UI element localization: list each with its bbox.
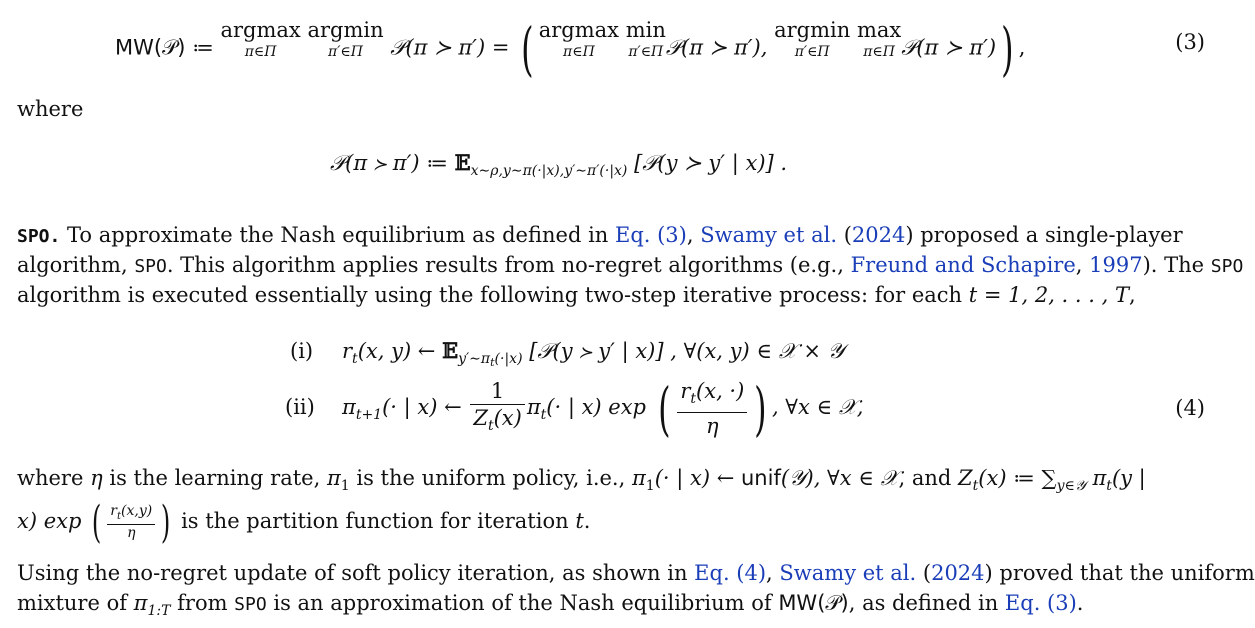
para1-text-2: ,	[686, 223, 701, 247]
eq4-number: (4)	[1175, 396, 1205, 420]
para2-tail: π	[1085, 466, 1107, 490]
para3-mw: MW(𝒫)	[778, 591, 849, 615]
para2-left-paren: (	[91, 496, 102, 548]
eq4-i-lhs: r	[342, 339, 353, 363]
para3-l2-text-5: .	[1076, 591, 1084, 615]
eq4-i-lhs-sub: t	[352, 351, 358, 367]
link-swamy-2[interactable]: Swamy et al.	[779, 561, 917, 585]
para3-line1	[17, 560, 1255, 586]
eq4-i-expectation-sub: y′∼πt(·|x)	[458, 351, 523, 369]
eq3-body3: 𝒫(π ≻ π′)	[901, 35, 997, 60]
para2-pi1: π	[326, 466, 341, 490]
eq3-lhs: MW(𝒫)	[115, 35, 186, 60]
eq4-ii-lhs: π	[342, 395, 356, 419]
para2-text-4: , and	[898, 466, 959, 490]
link-freund[interactable]: Freund and Schapire	[850, 253, 1076, 277]
link-swamy[interactable]: Swamy et al.	[700, 223, 838, 247]
eq4-row-ii	[285, 374, 864, 445]
def-rhs: [𝒫(y ≻ y′ | x)] .	[627, 151, 788, 175]
para2-l2-text-1: is the partition function for iteration	[174, 509, 576, 533]
para2-m1-sub: 1	[645, 478, 655, 494]
link-swamy-year-2[interactable]: 2024	[931, 561, 985, 585]
eq4-row-i	[290, 338, 844, 376]
eq4-i-rhs: [𝒫(y ≻ y′ | x)] , ∀(x, y) ∈ 𝒳 × 𝒴	[522, 339, 845, 363]
para2-right-paren: )	[161, 496, 171, 548]
para2-Z-args: (x) ≔ ∑	[978, 466, 1057, 490]
spo-inline: SPO	[134, 256, 167, 277]
para2-m1-args: (· | x) ←	[654, 466, 741, 490]
para2-text-3: is the uniform policy, i.e.,	[349, 466, 632, 490]
eq4-left-paren: (	[657, 374, 671, 443]
para3-l2-text-1: mixture of	[17, 591, 134, 615]
para2-text-2: is the learning rate,	[102, 466, 327, 490]
para1-text-3: (	[837, 223, 852, 247]
para2-unif: unif	[740, 466, 781, 490]
para2-l2-t: t	[575, 509, 584, 533]
para3-spo: SPO	[234, 594, 267, 615]
para2-fraction: $\frac{r_t(x,y)}{\eta}$	[107, 503, 155, 543]
eq4-ii-label: (ii)	[285, 395, 315, 419]
eq3-argmin: argmin π′∈Π	[307, 18, 384, 60]
where-label: where	[17, 97, 84, 121]
para2-eta: η	[90, 466, 103, 490]
eq4-ii-inner-fraction: $\frac{r_t(x, \cdot)}{\eta}$	[677, 378, 747, 439]
equation-3	[115, 15, 1026, 83]
para1-l3-text-1: algorithm is executed essentially using the following two-step iterative process: for each	[17, 283, 969, 307]
para3-line2	[17, 590, 1083, 624]
eq3-number: (3)	[1175, 30, 1205, 54]
para2-tail-sub: t	[1106, 478, 1112, 494]
para3-text-2: ,	[766, 561, 780, 585]
para2-m1: π	[631, 466, 646, 490]
eq4-ii-lhs-sub: t+1	[355, 407, 383, 423]
equation-def	[330, 150, 787, 184]
eq4-right-paren: )	[754, 374, 767, 443]
def-expectation-sub: x∼ρ,y∼π(·|x),y′∼π′(·|x)	[470, 163, 628, 179]
spo-inline-2: SPO	[1210, 256, 1244, 277]
eq4-ii-mid: π	[526, 395, 541, 419]
eq4-ii-tail: , ∀x ∈ 𝒳,	[771, 395, 864, 419]
para3-text-1: Using the no-regret update of soft policy iteration, as shown in	[17, 561, 695, 585]
link-eq4[interactable]: Eq. (4)	[694, 561, 767, 585]
eq4-ii-lhs-args: (· | x) ←	[382, 395, 469, 419]
spo-heading: SPO.	[17, 226, 61, 247]
para1-l2-text-1: algorithm,	[17, 253, 135, 277]
eq4-i-label: (i)	[290, 339, 314, 363]
eq3-argmax: argmax π∈Π	[220, 18, 301, 60]
eq4-ii-mid-sub: t	[540, 407, 547, 423]
eq3-assign: ≔	[185, 35, 221, 60]
para1-line1	[17, 222, 1183, 250]
eq3-body2: 𝒫(π ≻ π′),	[665, 35, 768, 60]
para1-l3-math: t = 1, 2, . . . , T	[968, 283, 1129, 307]
para2-text-1: where	[17, 466, 91, 490]
para2-l2-m1: x) exp	[17, 509, 82, 533]
eq3-tail: ,	[1018, 35, 1026, 60]
para1-line3	[17, 282, 1136, 308]
eq3-max: max π∈Π	[856, 18, 902, 60]
eq4-ii-mid-args: (· | x) exp	[546, 395, 647, 419]
para2-line2	[17, 496, 590, 546]
para3-text-4: ) proved that the uniform	[984, 561, 1255, 585]
para2-m2: (𝒴), ∀x ∈ 𝒳	[780, 466, 899, 490]
def-lhs: 𝒫(π ≻ π′) ≔	[330, 151, 455, 175]
para3-pi-sub: 1:T	[147, 603, 171, 619]
eq3-right-paren: )	[1001, 15, 1014, 83]
para2-l2-text-2: .	[583, 509, 591, 533]
para3-l2-text-2: from	[170, 591, 235, 615]
para1-text-4: ) proposed a single-player	[905, 223, 1183, 247]
eq3-min: min π′∈Π	[625, 18, 666, 60]
para3-pi: π	[133, 591, 148, 615]
eq4-i-lhs-args: (x, y) ←	[357, 339, 443, 363]
para1-line2	[17, 252, 1243, 280]
link-swamy-year[interactable]: 2024	[851, 223, 906, 247]
para2-Z-sub: t	[972, 478, 979, 494]
para2-pi1-sub: 1	[340, 478, 350, 494]
para3-l2-text-4: , as defined in	[848, 591, 1005, 615]
eq3-body1: 𝒫(π ≻ π′) =	[390, 35, 510, 60]
eq3-argmax-2: argmax π∈Π	[538, 18, 620, 60]
para3-l2-text-3: is an approximation of the Nash equilibrium of	[266, 591, 779, 615]
para1-l2-text-3: ,	[1075, 253, 1090, 277]
para1-l2-text-2: . This algorithm applies results from no-regret algorithms (e.g.,	[166, 253, 851, 277]
para3-text-3: (	[916, 561, 932, 585]
link-freund-year[interactable]: 1997	[1089, 253, 1143, 277]
link-eq3-2[interactable]: Eq. (3)	[1004, 591, 1077, 615]
para2-line1	[17, 465, 1146, 499]
def-expectation: 𝔼	[454, 150, 471, 175]
link-eq3[interactable]: Eq. (3)	[614, 223, 687, 247]
para1-text-1: To approximate the Nash equilibrium as defined in	[60, 223, 615, 247]
eq4-ii-fraction: $\frac{1}{Z_t(x)}$	[470, 378, 524, 439]
para2-Z: Z	[958, 466, 973, 490]
para2-sum-sub: y∈𝒴	[1056, 478, 1086, 494]
eq3-argmin-2: argmin π′∈Π	[774, 18, 851, 60]
para1-l3-text-2: ,	[1128, 283, 1136, 307]
eq4-i-expectation: 𝔼	[442, 338, 459, 363]
para1-l2-text-4: ). The	[1142, 253, 1211, 277]
para2-tail-args: (y |	[1111, 466, 1146, 490]
eq3-left-paren: (	[521, 15, 534, 83]
